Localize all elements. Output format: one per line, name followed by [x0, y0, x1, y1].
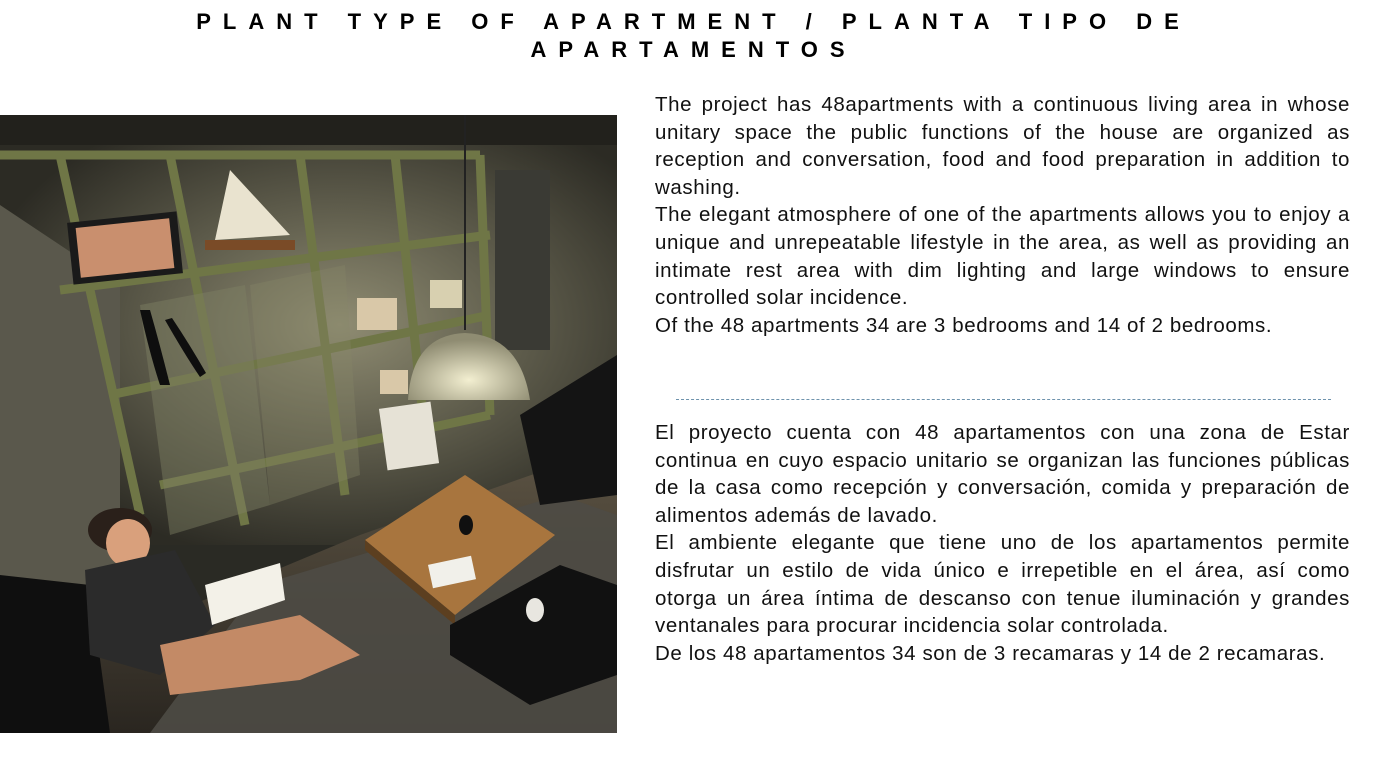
english-paragraph-1: The project has 48apartments with a continuous living area in whose unitary space the public functions of the house are organized as reception and conversation, food and food preparation in addition to washing. — [655, 93, 1350, 199]
small-vase — [459, 515, 473, 535]
english-paragraph-3: Of the 48 apartments 34 are 3 bedrooms and 14 of 2 bedrooms. — [655, 313, 1273, 337]
page-title — [150, 8, 1237, 64]
white-vase — [526, 598, 544, 622]
sailboat-hull — [205, 240, 295, 250]
door — [495, 170, 550, 350]
framed-photo-inner — [76, 218, 175, 278]
living-room-render-image — [0, 115, 617, 733]
small-photo-frame — [357, 298, 397, 330]
living-room-illustration — [0, 115, 617, 733]
page-title-line-1: PLANT TYPE OF APARTMENT / PLANTA TIPO DE — [196, 9, 1191, 34]
ceiling — [0, 115, 617, 145]
decor-sign — [379, 402, 439, 471]
spanish-description — [655, 419, 1350, 667]
page-title-line-2: APARTAMENTOS — [530, 37, 857, 62]
english-paragraph-2: The elegant atmosphere of one of the apartments allows you to enjoy a unique and unrepeatable lifestyle in the area, as well as providing an intimate rest area with dim lighting and large windows to ensure controlled solar incidence. — [655, 203, 1350, 310]
section-divider — [676, 399, 1331, 400]
english-description — [655, 91, 1350, 339]
spanish-paragraph-2: El ambiente elegante que tiene uno de los apartamentos permite disfrutar un estilo de vida único e irrepetible en el área, así como otorga un área íntima de descanso con tenue iluminación y grandes ventanales para procurar incidencia solar controlada. — [655, 531, 1350, 638]
spanish-paragraph-3: De los 48 apartamentos 34 son de 3 recamaras y 14 de 2 recamaras. — [655, 641, 1326, 665]
small-photo-frame — [380, 370, 408, 394]
spanish-paragraph-1: El proyecto cuenta con 48 apartamentos con una zona de Estar continua en cuyo espacio unitario se organizan las funciones públicas de la casa como recepción y conversación, comida y preparación de alimentos además de lavado. — [655, 421, 1350, 527]
books — [430, 280, 462, 308]
